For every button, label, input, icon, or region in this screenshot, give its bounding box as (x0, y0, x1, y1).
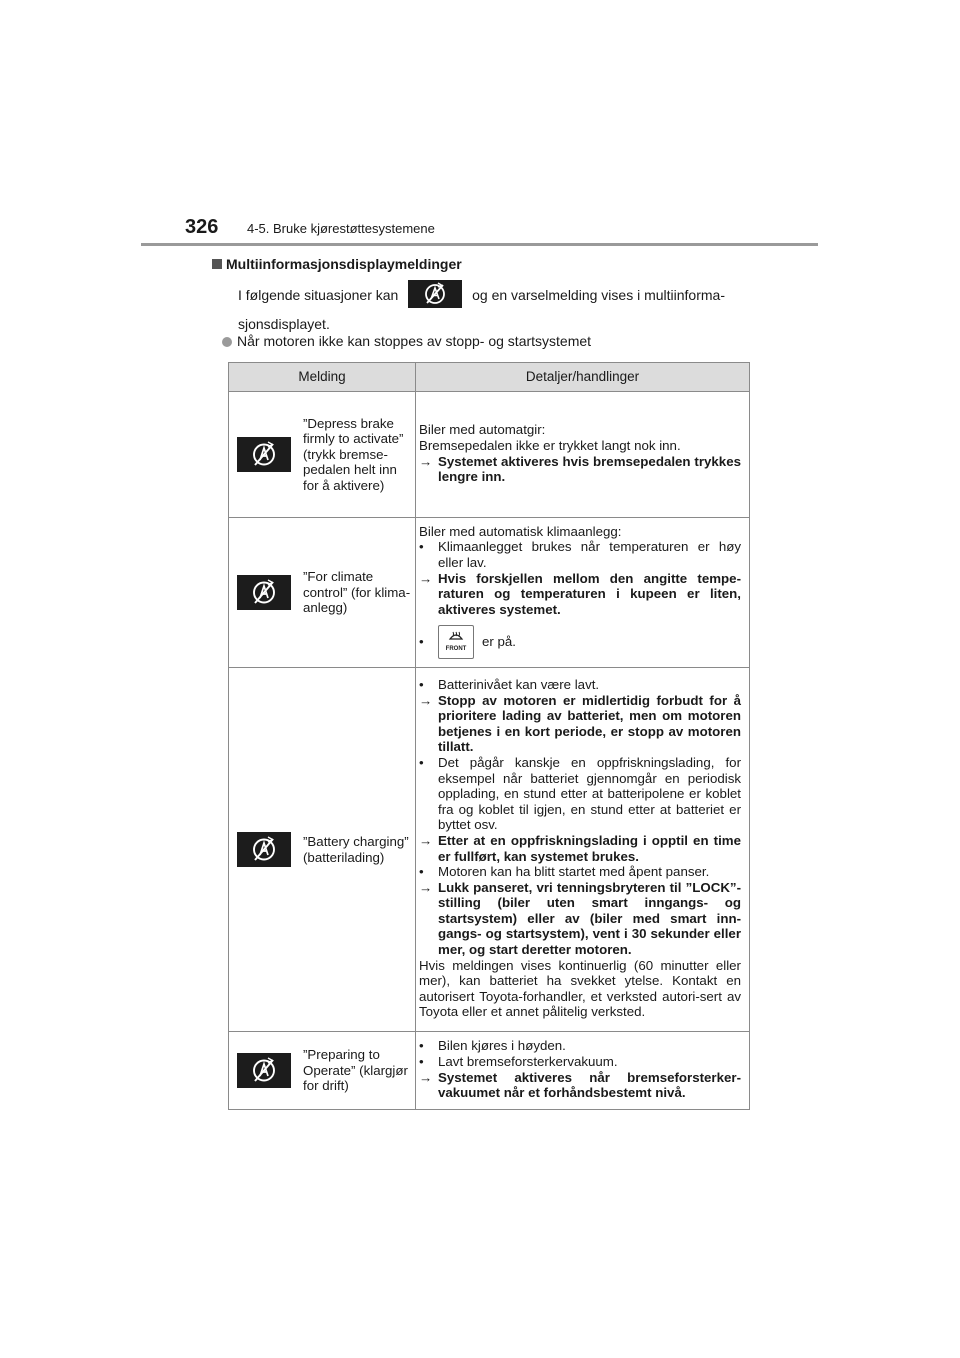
action-text: Systemet aktiveres når bremseforsterker-vakuumet når et forhåndsbestemt nivå. (438, 1069, 741, 1101)
action-item (419, 833, 741, 864)
arrow-icon: → (419, 692, 433, 708)
page-number: 326 (185, 216, 219, 238)
icon-cell (229, 392, 300, 518)
details-cell (416, 1032, 750, 1110)
bullet-text: Klimaanlegget brukes når temperaturen er høy eller lav. (438, 539, 741, 570)
message-cell: ”Battery charging” (batterilading) (299, 668, 416, 1032)
message-table (228, 362, 750, 1110)
intro-text-before: I følgende situasjoner kan (238, 287, 399, 303)
stop-start-off-icon (237, 437, 291, 472)
section-heading-text: Multiinformasjonsdisplaymeldinger (226, 256, 462, 272)
action-item (419, 693, 741, 755)
header-melding: Melding (229, 363, 416, 392)
bullet-icon: • (419, 634, 424, 650)
bullet-icon: • (419, 754, 424, 770)
bullet-icon: • (419, 1053, 424, 1069)
action-text: Etter at en oppfriskningslading i opptil en time er fullført, kan systemet brukes. (438, 832, 741, 864)
detail-text: Biler med automatisk klimaanlegg: (419, 523, 622, 539)
table-row (229, 668, 750, 1032)
details-cell (416, 668, 750, 1032)
action-text: Systemet aktiveres hvis bremsepedalen trykkes lengre inn. (438, 453, 741, 485)
bullet-icon: • (419, 676, 424, 692)
stop-start-off-icon (237, 575, 291, 610)
stop-start-off-icon (237, 1053, 291, 1088)
action-text: Hvis forskjellen mellom den angitte tempe-raturen og temperaturen i kupeen er liten, aktiveres systemet. (438, 570, 741, 617)
arrow-icon: → (419, 1069, 433, 1085)
header-divider (141, 243, 818, 246)
bullet-text: Bilen kjøres i høyden. (438, 1038, 566, 1054)
bullet-text: Det pågår kanskje en oppfriskningslading, for eksempel når batteriet gjennomgår en periodisk opplading, en stund etter at batteripolene er koblet fra og koblet til igjen, en stund etter at batteriet er byttet osv. (438, 754, 741, 833)
icon-cell (229, 1032, 300, 1110)
stop-start-off-icon (408, 280, 462, 308)
table-row (229, 518, 750, 668)
message-cell: ”Preparing to Operate” (klargjør for drift) (299, 1032, 416, 1110)
bullet-item (419, 677, 741, 693)
front-button-label: FRONT (445, 646, 467, 653)
detail-text: er på. (482, 634, 517, 650)
action-item (419, 1070, 741, 1101)
icon-cell (229, 518, 300, 668)
arrow-icon: → (419, 832, 433, 848)
condition-text: Når motoren ikke kan stoppes av stopp- og startsystemet (237, 333, 592, 349)
action-item (419, 454, 741, 485)
icon-cell (229, 668, 300, 1032)
table-row (229, 1032, 750, 1110)
detail-text: Bremsepedalen ikke er trykket langt nok inn. (419, 437, 681, 453)
round-bullet-icon (222, 337, 232, 347)
bullet-icon: • (419, 539, 424, 555)
detail-text: Biler med automatgir: (419, 422, 546, 438)
bullet-text: Motoren kan ha blitt startet med åpent panser. (438, 864, 710, 880)
bullet-item (419, 755, 741, 833)
bullet-text: Batterinivået kan være lavt. (438, 676, 600, 692)
arrow-icon: → (419, 453, 433, 469)
action-item (419, 880, 741, 958)
bullet-item (419, 864, 741, 880)
condition-bullet (222, 333, 591, 349)
details-cell (416, 392, 750, 518)
detail-text: Hvis meldingen vises kontinuerlig (60 minutter eller mer), kan batteriet ha svekket ytelse. Kontakt en autorisert Toyota-forhandler, et verksted autori-sert av Toyota eller et annet pålitelig verksted. (419, 957, 741, 1020)
bullet-item (419, 625, 741, 659)
arrow-icon: → (419, 879, 433, 895)
arrow-icon: → (419, 570, 433, 586)
details-cell (416, 518, 750, 668)
message-cell: ”Depress brake firmly to activate” (trykk bremse-pedalen helt inn for å aktivere) (299, 392, 416, 518)
action-text: Stopp av motoren er midlertidig forbudt for å prioritere lading av batteriet, men om motoren betjenes i en kort periode, er stopp av motoren tillatt. (438, 692, 741, 755)
bullet-item (419, 1054, 741, 1070)
chapter-title: 4-5. Bruke kjørestøttesystemene (247, 221, 435, 236)
action-text: Lukk panseret, vri tenningsbryteren til ”LOCK”-stilling (biler uten smart inngangs- og startsystem) eller av (biler med smart inn-gangs- og startsystem), vent i 30 sekunder eller mer, og start deretter motoren. (438, 879, 741, 958)
message-cell: ”For climate control” (for klima-anlegg) (299, 518, 416, 668)
stop-start-off-icon (237, 832, 291, 867)
action-item (419, 571, 741, 618)
bullet-text: Lavt bremseforsterkervakuum. (438, 1053, 618, 1069)
intro-text-after: og en varselmelding vises i multiinforma-sjonsdisplayet. (238, 287, 725, 333)
table-row (229, 392, 750, 518)
bullet-item (419, 1038, 741, 1054)
intro-paragraph (238, 281, 758, 339)
table-header-row (229, 363, 750, 392)
front-defroster-button-icon (438, 625, 474, 659)
square-bullet-icon (212, 259, 222, 269)
header-detaljer: Detaljer/handlinger (416, 363, 750, 392)
bullet-icon: • (419, 864, 424, 880)
bullet-icon: • (419, 1038, 424, 1054)
section-heading (212, 256, 462, 272)
bullet-item (419, 539, 741, 570)
